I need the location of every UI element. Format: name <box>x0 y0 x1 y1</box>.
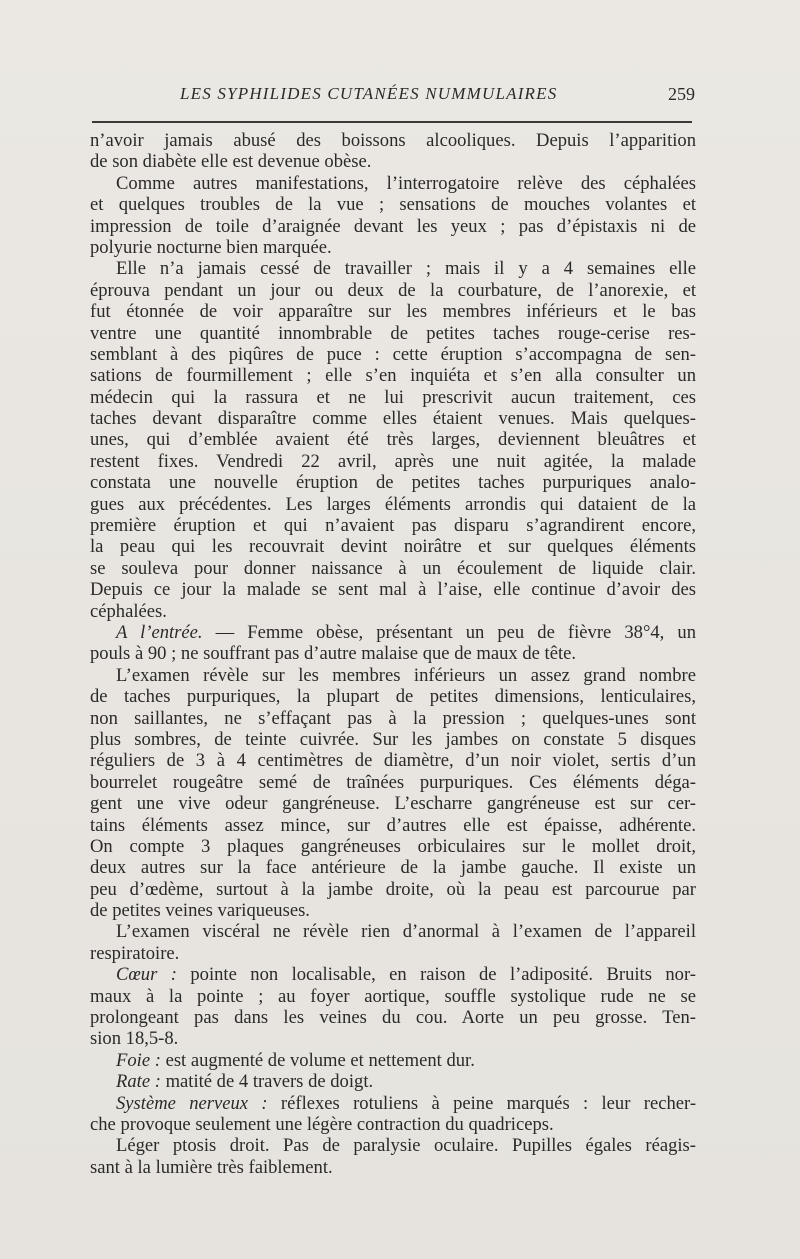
text-line <box>90 536 696 557</box>
line-text: gent une vive odeur gangréneuse. L’escharre gangréneuse est sur cer- <box>90 793 696 815</box>
text-line <box>90 387 696 408</box>
text-line <box>90 1050 696 1071</box>
italic-lead: A l’entrée. <box>116 621 203 643</box>
italic-lead: Système nerveux : <box>116 1092 268 1114</box>
text-line <box>90 579 696 600</box>
line-text: se souleva pour donner naissance à un écoulement de liquide clair. <box>90 557 696 579</box>
line-text: gues aux précédentes. Les larges éléments arrondis qui dataient de la <box>90 493 696 515</box>
line-text: de son diabète elle est devenue obèse. <box>90 151 372 173</box>
line-text: céphalées. <box>90 600 167 622</box>
text-line <box>90 1135 696 1156</box>
text-line <box>90 1157 696 1178</box>
text-line <box>90 943 696 964</box>
line-text: réguliers de 3 à 4 centimètres de diamètre, d’un noir violet, sertis d’un <box>90 750 696 772</box>
line-text: bourrelet rougeâtre semé de traînées purpuriques. Ces éléments déga- <box>90 771 696 793</box>
text-line <box>90 964 696 985</box>
line-text: non saillantes, ne s’effaçant pas à la pression ; quelques-unes sont <box>90 707 696 729</box>
text-line <box>90 665 696 686</box>
line-text: maux à la pointe ; au foyer aortique, souffle systolique rude ne se <box>90 985 696 1007</box>
text-line <box>90 558 696 579</box>
page-number: 259 <box>668 84 695 104</box>
page-header <box>90 84 695 110</box>
line-text: constata une nouvelle éruption de petites taches purpuriques analo- <box>90 472 696 494</box>
text-line <box>90 237 696 258</box>
text-line <box>90 365 696 386</box>
line-text: taches devant disparaître comme elles étaient venues. Mais quelques- <box>90 408 696 430</box>
line-text: la peau qui les recouvrait devint noirâtre et sur quelques éléments <box>90 536 696 558</box>
text-line <box>90 708 696 729</box>
line-text: che provoque seulement une légère contraction du quadriceps. <box>90 1113 554 1135</box>
text-line <box>90 344 696 365</box>
text-line <box>90 323 696 344</box>
line-text: L’examen viscéral ne révèle rien d’anormal à l’examen de l’appareil <box>116 921 696 943</box>
text-line <box>90 451 696 472</box>
text-line <box>90 622 696 643</box>
text-line <box>90 729 696 750</box>
line-text: pouls à 90 ; ne souffrant pas d’autre malaise que de maux de tête. <box>90 643 577 665</box>
line-text: médecin qui la rassura et ne lui prescrivit aucun traitement, ces <box>90 386 696 408</box>
line-text: plus sombres, de teinte cuivrée. Sur les jambes on constate 5 disques <box>90 728 696 750</box>
line-text: fut étonnée de voir apparaître sur les membres inférieurs et le bas <box>90 301 696 323</box>
header-rule <box>92 121 692 123</box>
line-text: deux autres sur la face antérieure de la jambe gauche. Il existe un <box>90 857 696 879</box>
text-line <box>90 216 696 237</box>
line-text: impression de toile d’araignée devant les yeux ; pas d’épistaxis ni de <box>90 215 696 237</box>
running-head: LES SYPHILIDES CUTANÉES NUMMULAIRES <box>180 84 558 103</box>
italic-lead: Cœur : <box>116 964 177 986</box>
line-text: de petites veines variqueuses. <box>90 900 310 922</box>
text-line <box>90 815 696 836</box>
line-text: réflexes rotuliens à peine marqués : leur recher- <box>267 1092 697 1114</box>
line-text: On compte 3 plaques gangréneuses orbiculaires sur le mollet droit, <box>90 835 696 857</box>
line-text: de taches purpuriques, la plupart de petites dimensions, lenticulaires, <box>90 686 696 708</box>
line-text: — Femme obèse, présentant un peu de fièvre 38°4, un <box>202 621 696 643</box>
text-line <box>90 494 696 515</box>
line-text: tains éléments assez mince, sur d’autres elle est épaisse, adhérente. <box>90 814 696 836</box>
line-text: prolongeant pas dans les veines du cou. Aorte un peu grosse. Ten- <box>90 1007 696 1029</box>
text-line <box>90 280 696 301</box>
line-text: est augmenté de volume et nettement dur. <box>160 1049 475 1071</box>
text-line <box>90 151 696 172</box>
line-text: unes, qui d’emblée avaient été très larges, deviennent bleuâtres et <box>90 429 696 451</box>
text-line <box>90 1071 696 1092</box>
line-text: respiratoire. <box>90 942 180 964</box>
line-text: éprouva pendant un jour ou deux de la courbature, de l’anorexie, et <box>90 279 696 301</box>
line-text: Léger ptosis droit. Pas de paralysie oculaire. Pupilles égales réagis- <box>116 1135 696 1157</box>
line-text: L’examen révèle sur les membres inférieurs un assez grand nombre <box>116 664 696 686</box>
text-line <box>90 1114 696 1135</box>
text-line <box>90 686 696 707</box>
text-line <box>90 601 696 622</box>
text-line <box>90 921 696 942</box>
text-line <box>90 408 696 429</box>
text-line <box>90 194 696 215</box>
line-text: sations de fourmillement ; elle s’en inquiéta et s’en alla consulter un <box>90 365 696 387</box>
text-line <box>90 429 696 450</box>
line-text: Depuis ce jour la malade se sent mal à l’aise, elle continue d’avoir des <box>90 579 696 601</box>
text-line <box>90 857 696 878</box>
text-line <box>90 900 696 921</box>
text-line <box>90 986 696 1007</box>
line-text: matité de 4 travers de doigt. <box>160 1071 374 1093</box>
italic-lead: Rate : <box>116 1071 161 1093</box>
line-text: sion 18,5-8. <box>90 1028 179 1050</box>
text-line <box>90 130 696 151</box>
text-line <box>90 1007 696 1028</box>
line-text: n’avoir jamais abusé des boissons alcooliques. Depuis l’apparition <box>90 130 696 151</box>
text-line <box>90 258 696 279</box>
text-line <box>90 173 696 194</box>
body-text <box>90 130 696 1178</box>
text-line <box>90 515 696 536</box>
line-text: restent fixes. Vendredi 22 avril, après une nuit agitée, la malade <box>90 450 696 472</box>
text-line <box>90 836 696 857</box>
line-text: et quelques troubles de la vue ; sensations de mouches volantes et <box>90 194 696 216</box>
italic-lead: Foie : <box>116 1049 161 1071</box>
line-text: polyurie nocturne bien marquée. <box>90 236 332 258</box>
text-line <box>90 472 696 493</box>
text-line <box>90 750 696 771</box>
text-line <box>90 301 696 322</box>
text-line <box>90 643 696 664</box>
line-text: semblant à des piqûres de puce : cette éruption s’accompagna de sen- <box>90 343 696 365</box>
line-text: ventre une quantité innombrable de petites taches rouge-cerise res- <box>90 322 696 344</box>
line-text: Comme autres manifestations, l’interrogatoire relève des céphalées <box>116 172 696 194</box>
text-line <box>90 879 696 900</box>
text-line <box>90 772 696 793</box>
line-text: Elle n’a jamais cessé de travailler ; mais il y a 4 semaines elle <box>116 258 696 280</box>
text-line <box>90 1028 696 1049</box>
line-text: peu d’œdème, surtout à la jambe droite, où la peau est parcourue par <box>90 878 696 900</box>
text-line <box>90 793 696 814</box>
text-line <box>90 1093 696 1114</box>
line-text: première éruption et qui n’avaient pas disparu s’agrandirent encore, <box>90 515 696 537</box>
line-text: pointe non localisable, en raison de l’adiposité. Bruits nor- <box>176 964 696 986</box>
line-text: sant à la lumière très faiblement. <box>90 1156 333 1178</box>
